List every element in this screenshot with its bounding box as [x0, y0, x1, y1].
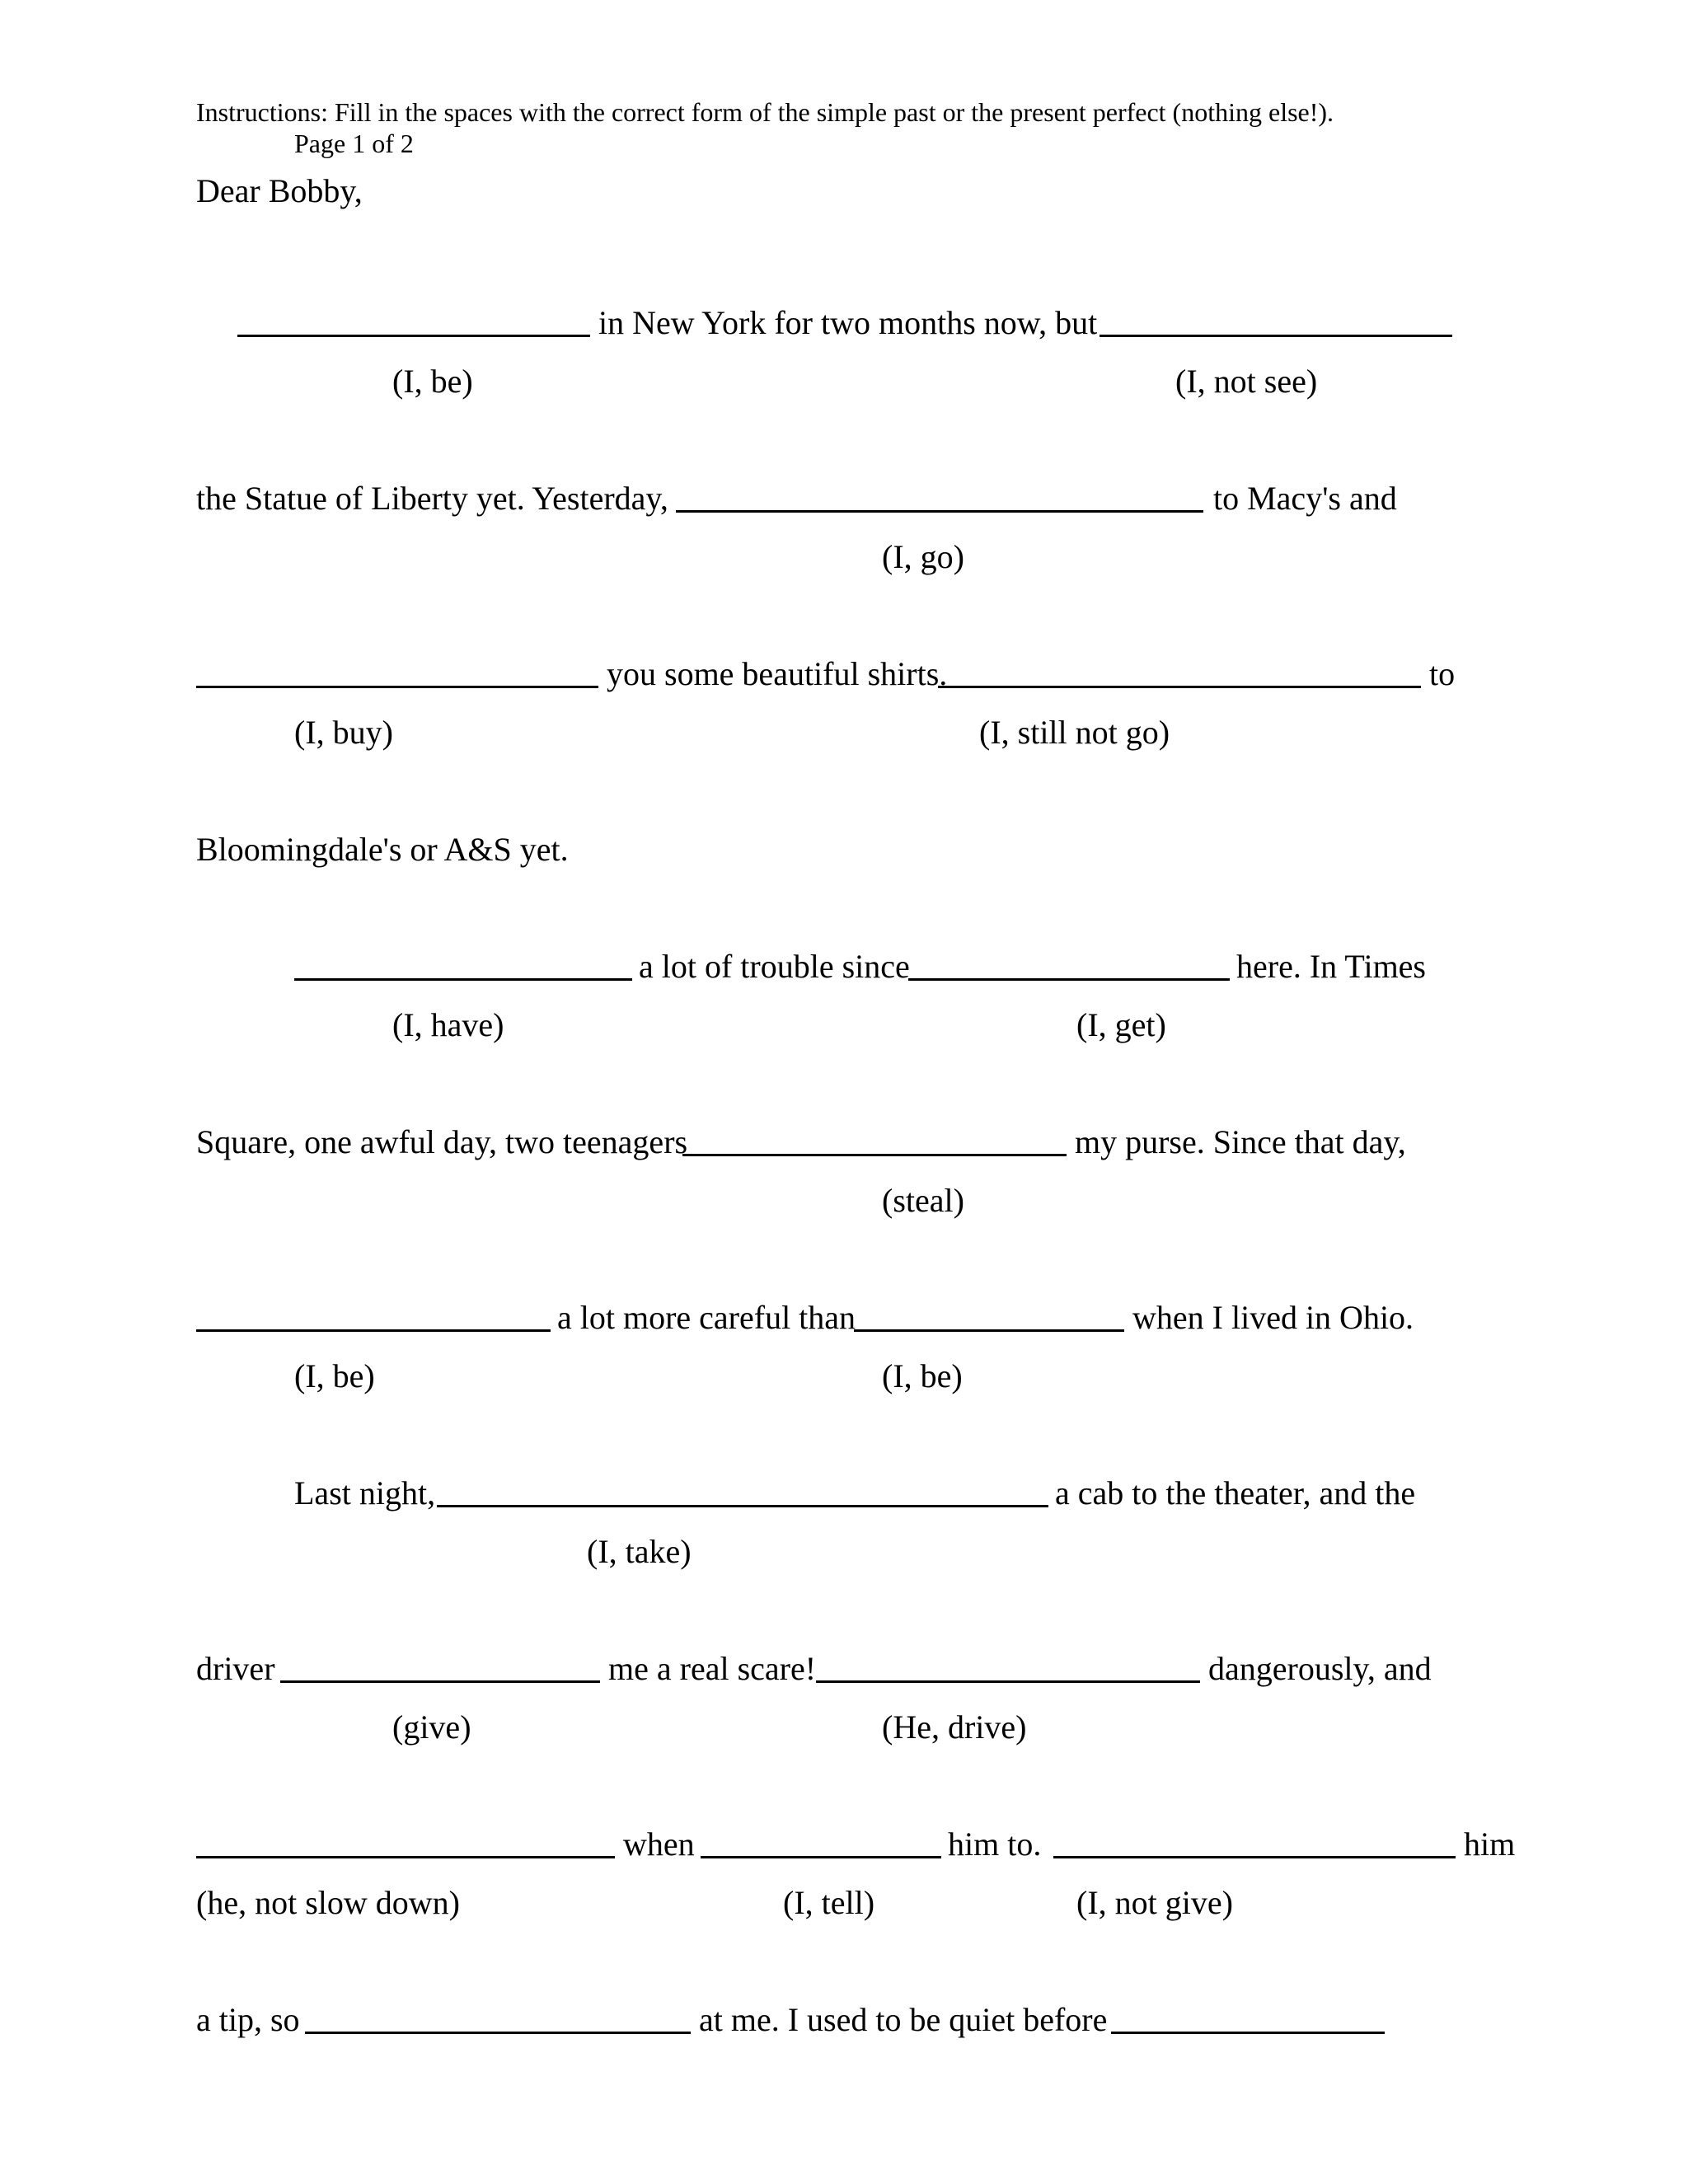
- sentence-text: to Macy's and: [1213, 480, 1397, 517]
- sentence-text: Last night,: [294, 1474, 436, 1511]
- verb-hint: (I, be): [392, 363, 473, 400]
- verb-hint: (I, tell): [783, 1884, 875, 1921]
- sentence-text: at me. I used to be quiet before: [699, 2001, 1108, 2038]
- answer-blank[interactable]: [196, 686, 598, 688]
- answer-blank[interactable]: [701, 1856, 941, 1858]
- sentence-text: a cab to the theater, and the: [1055, 1474, 1416, 1511]
- sentence-text: driver: [196, 1650, 275, 1687]
- sentence-text: me a real scare!: [608, 1650, 817, 1687]
- answer-blank[interactable]: [196, 1329, 551, 1332]
- sentence-text: dangerously, and: [1208, 1650, 1432, 1687]
- salutation: Dear Bobby,: [196, 172, 363, 209]
- sentence-text: when: [623, 1825, 695, 1863]
- instructions: Instructions: Fill in the spaces with the correct form of the simple past or the present perfect (nothing else!).: [196, 97, 1334, 127]
- sentence-text: Square, one awful day, two teenagers: [196, 1123, 688, 1160]
- sentence-text: a lot of trouble since: [639, 948, 910, 985]
- verb-hint: (I, still not go): [979, 714, 1170, 751]
- verb-hint: (I, go): [882, 538, 964, 575]
- answer-blank[interactable]: [196, 1856, 615, 1858]
- sentence-text: him: [1464, 1825, 1516, 1863]
- verb-hint: (I, get): [1076, 1006, 1166, 1043]
- sentence-text: to: [1429, 655, 1456, 692]
- answer-blank[interactable]: [938, 686, 1421, 688]
- answer-blank[interactable]: [854, 1329, 1124, 1332]
- sentence-text: in New York for two months now, but: [598, 304, 1098, 341]
- sentence-text: a tip, so: [196, 2001, 300, 2038]
- verb-hint: (he, not slow down): [196, 1884, 460, 1921]
- sentence-text: when I lived in Ohio.: [1132, 1299, 1414, 1336]
- page-indicator: Page 1 of 2: [294, 129, 414, 158]
- sentence-text: my purse. Since that day,: [1075, 1123, 1406, 1160]
- verb-hint: (I, have): [392, 1006, 504, 1043]
- sentence-text: you some beautiful shirts.: [607, 655, 948, 692]
- answer-blank[interactable]: [676, 510, 1203, 513]
- verb-hint: (I, be): [294, 1357, 375, 1394]
- answer-blank[interactable]: [908, 978, 1230, 981]
- answer-blank[interactable]: [1053, 1856, 1456, 1858]
- answer-blank[interactable]: [1100, 335, 1452, 337]
- answer-blank[interactable]: [280, 1680, 600, 1683]
- sentence-text: him to.: [948, 1825, 1042, 1863]
- answer-blank[interactable]: [294, 978, 632, 981]
- verb-hint: (I, not give): [1076, 1884, 1233, 1921]
- verb-hint: (He, drive): [882, 1708, 1027, 1746]
- answer-blank[interactable]: [305, 2032, 691, 2034]
- answer-blank[interactable]: [237, 335, 590, 337]
- answer-blank[interactable]: [1111, 2032, 1385, 2034]
- answer-blank[interactable]: [682, 1154, 1067, 1156]
- sentence-text: here. In Times: [1236, 948, 1426, 985]
- verb-hint: (I, buy): [294, 714, 393, 751]
- verb-hint: (I, be): [882, 1357, 963, 1394]
- verb-hint: (I, not see): [1175, 363, 1318, 400]
- sentence-text: a lot more careful than: [557, 1299, 856, 1336]
- sentence-text: Bloomingdale's or A&S yet.: [196, 831, 569, 868]
- answer-blank[interactable]: [816, 1680, 1200, 1683]
- answer-blank[interactable]: [437, 1505, 1048, 1507]
- verb-hint: (give): [392, 1708, 471, 1746]
- verb-hint: (I, take): [587, 1533, 692, 1570]
- verb-hint: (steal): [882, 1182, 964, 1219]
- sentence-text: the Statue of Liberty yet. Yesterday,: [196, 480, 668, 517]
